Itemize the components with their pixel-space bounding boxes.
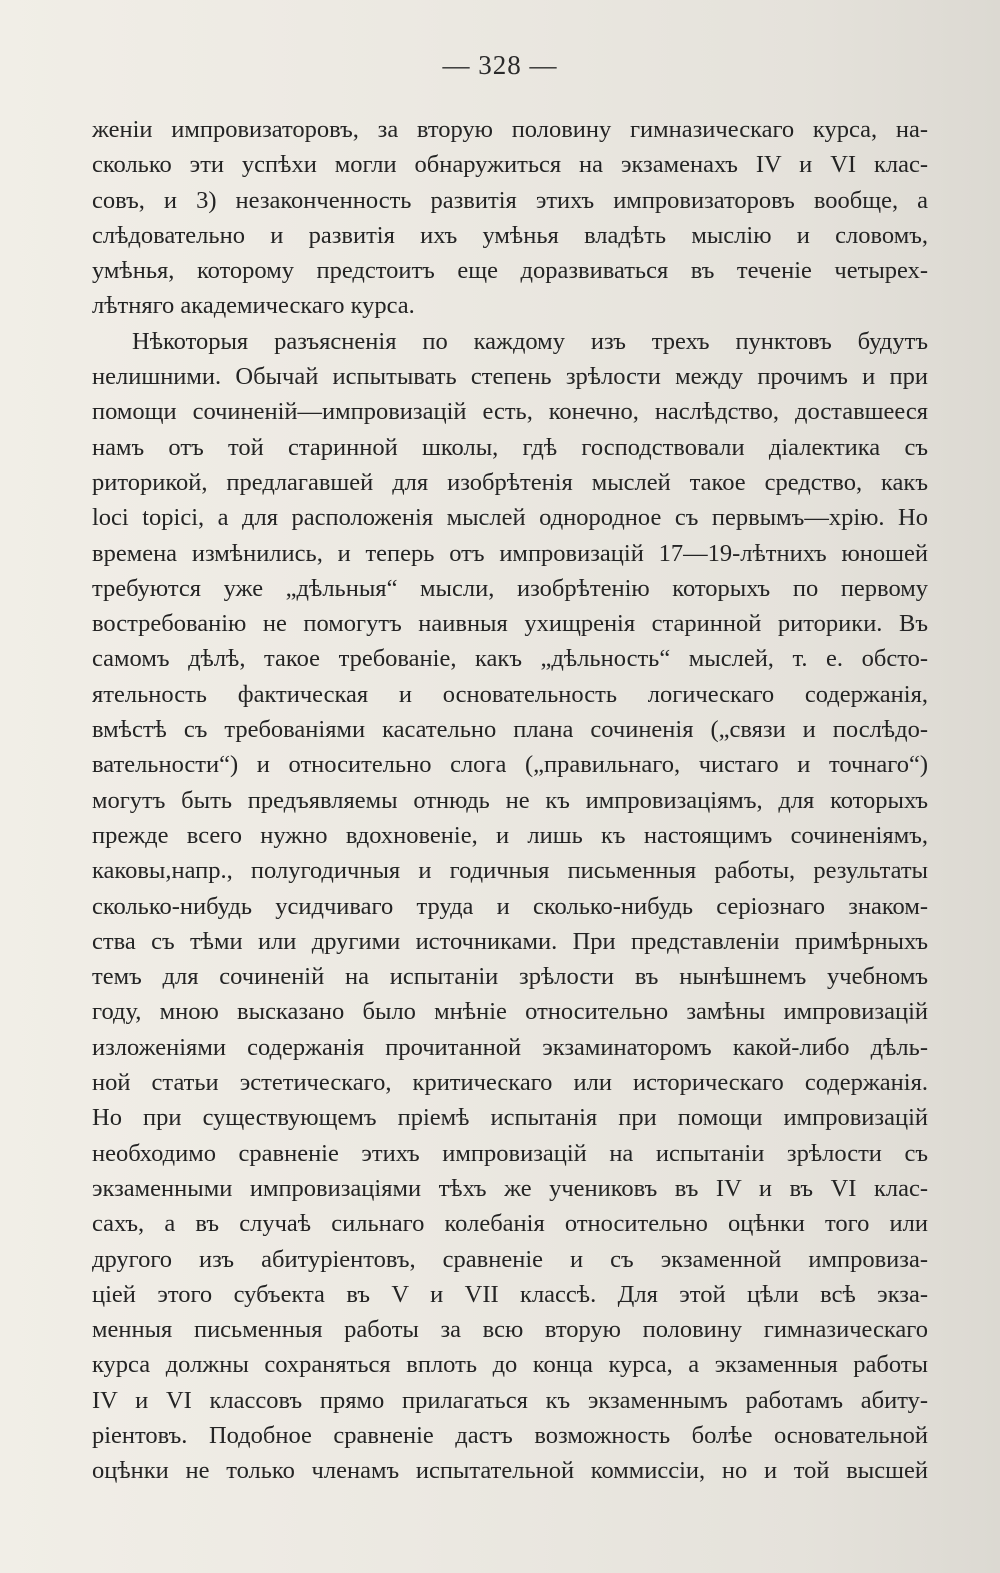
text-line: сахъ, а въ случаѣ сильнаго колебанія относительно оцѣнки того или xyxy=(92,1210,928,1238)
text-line: умѣнья, которому предстоитъ еще доразвиваться въ теченіе четырех- xyxy=(92,257,928,285)
text-line: могутъ быть предъявляемы отнюдь не къ импровизаціямъ, для которыхъ xyxy=(92,786,928,814)
text-line: сколько эти успѣхи могли обнаружиться на экзаменахъ IV и VI клас- xyxy=(92,151,928,179)
text-line: самомъ дѣлѣ, такое требованіе, какъ „дѣльность“ мыслей, т. е. обсто- xyxy=(92,645,928,673)
text-line: ства съ тѣми или другими источниками. При представленіи примѣрныхъ xyxy=(92,927,928,955)
text-line: году, мною высказано было мнѣніе относительно замѣны импровизацій xyxy=(92,998,928,1026)
body-text xyxy=(92,112,928,1489)
text-line: изложеніями содержанія прочитанной экзаминаторомъ какой-либо дѣль- xyxy=(92,1033,928,1061)
text-line: времена измѣнились, и теперь отъ импровизацій 17—19-лѣтнихъ юношей xyxy=(92,539,928,567)
text-line: IV и VI классовъ прямо прилагаться къ экзаменнымъ работамъ абиту- xyxy=(92,1386,928,1414)
text-line: риторикой, предлагавшей для изобрѣтенія мыслей такое средство, какъ xyxy=(92,468,928,496)
text-line: востребованію не помогутъ наивныя ухищренія старинной риторики. Въ xyxy=(92,610,928,638)
text-line: лѣтняго академическаго курса. xyxy=(92,292,415,320)
text-line: Нѣкоторыя разъясненія по каждому изъ трехъ пунктовъ будутъ xyxy=(132,327,928,355)
text-line: слѣдовательно и развитія ихъ умѣнья владѣть мыслію и словомъ, xyxy=(92,221,928,249)
text-line: loci topici, а для расположенія мыслей однородное съ первымъ—хрію. Но xyxy=(92,504,928,532)
text-line: ятельность фактическая и основательность логическаго содержанія, xyxy=(92,680,928,708)
text-line: Но при существующемъ пріемѣ испытанія при помощи импровизацій xyxy=(92,1104,928,1132)
text-line: вмѣстѣ съ требованіями касательно плана сочиненія („связи и послѣдо- xyxy=(92,716,928,744)
text-line: намъ отъ той старинной школы, гдѣ господствовали діалектика съ xyxy=(92,433,928,461)
text-line: экзаменными импровизаціями тѣхъ же учениковъ въ IV и въ VI клас- xyxy=(92,1174,928,1202)
text-line: другого изъ абитуріентовъ, сравненіе и съ экзаменной импровиза- xyxy=(92,1245,928,1273)
text-line: женіи импровизаторовъ, за вторую половину гимназическаго курса, на- xyxy=(92,116,928,143)
text-line: требуются уже „дѣльныя“ мысли, изобрѣтенію которыхъ по первому xyxy=(92,574,928,602)
text-line: ріентовъ. Подобное сравненіе дастъ возможность болѣе основательной xyxy=(92,1421,928,1449)
text-line: прежде всего нужно вдохновеніе, и лишь къ настоящимъ сочиненіямъ, xyxy=(92,821,928,849)
text-line: совъ, и 3) незаконченность развитія этихъ импровизаторовъ вообще, а xyxy=(92,186,928,214)
text-line: оцѣнки не только членамъ испытательной коммиссіи, но и той высшей xyxy=(92,1457,928,1485)
text-line: нелишними. Обычай испытывать степень зрѣлости между прочимъ и при xyxy=(92,363,928,391)
text-line: сколько-нибудь усидчиваго труда и сколько-нибудь серіознаго знаком- xyxy=(92,892,928,920)
text-line: помощи сочиненій—импровизацій есть, конечно, наслѣдство, доставшееся xyxy=(92,398,928,426)
text-line: менныя письменныя работы за всю вторую половину гимназическаго xyxy=(92,1316,928,1344)
page-number: — 328 — xyxy=(442,50,558,80)
text-line: ціей этого субъекта въ V и VII классѣ. Для этой цѣли всѣ экза- xyxy=(92,1280,928,1308)
text-line: ной статьи эстетическаго, критическаго или историческаго содержанія. xyxy=(92,1069,928,1097)
text-line: вательности“) и относительно слога („правильнаго, чистаго и точнаго“) xyxy=(92,751,928,779)
text-line: темъ для сочиненій на испытаніи зрѣлости въ нынѣшнемъ учебномъ xyxy=(92,963,928,991)
text-line: курса должны сохраняться вплоть до конца курса, а экзаменныя работы xyxy=(92,1351,928,1379)
text-line: необходимо сравненіе этихъ импровизацій на испытаніи зрѣлости съ xyxy=(92,1139,928,1167)
text-line: каковы,напр., полугодичныя и годичныя письменныя работы, результаты xyxy=(92,857,928,885)
